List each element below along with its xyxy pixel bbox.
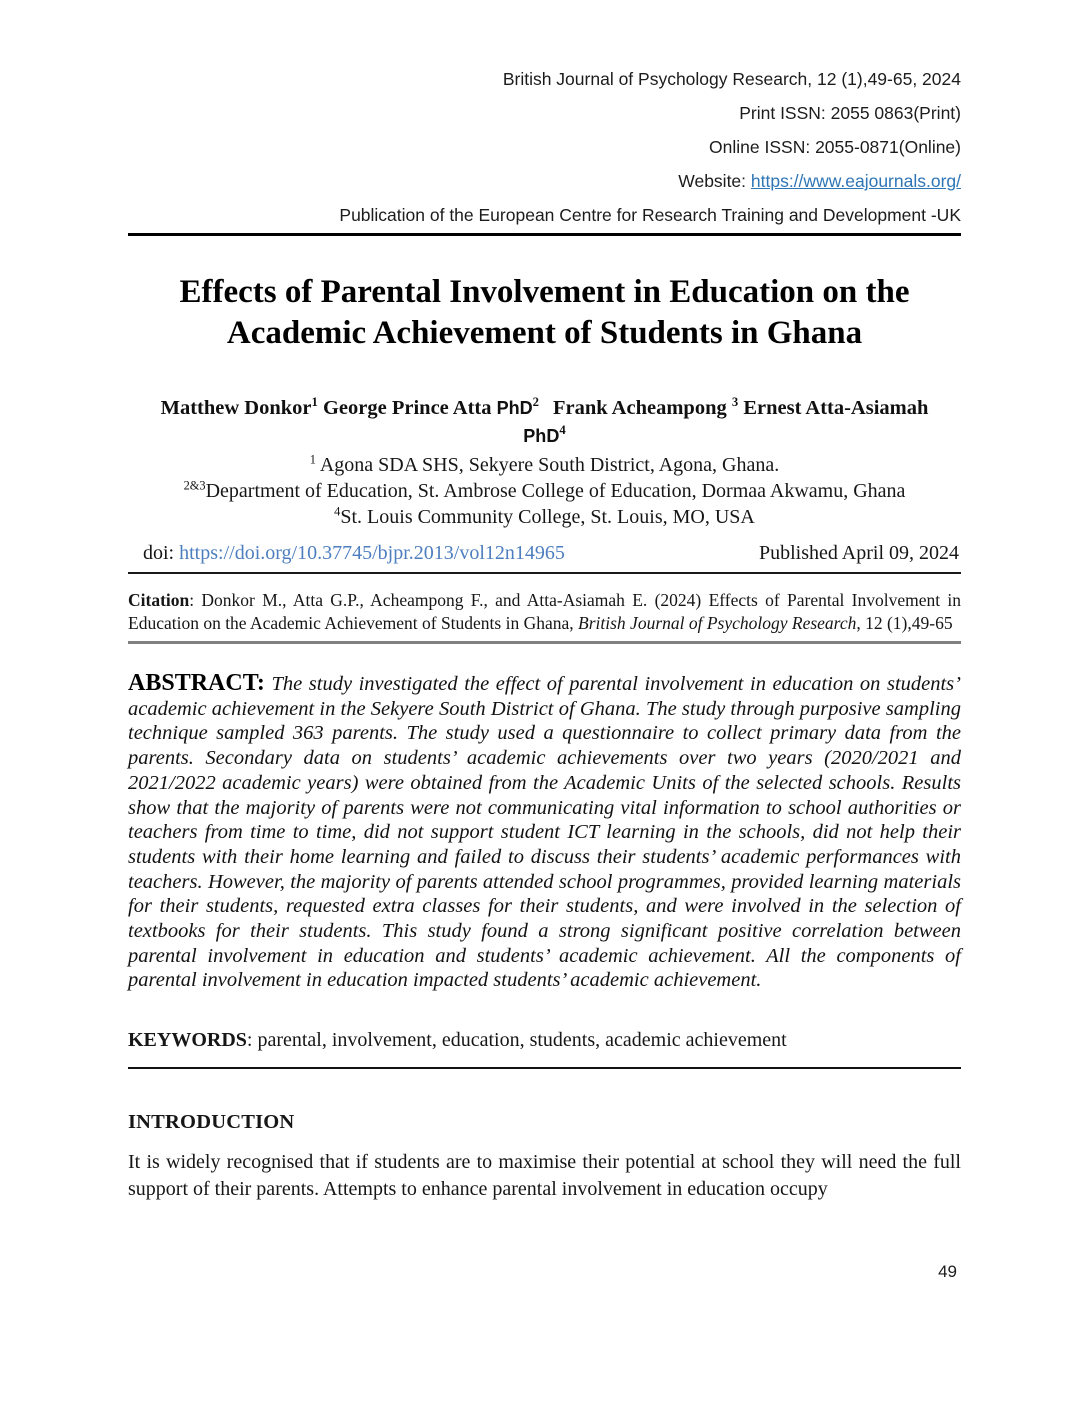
author-superscript: 4: [559, 423, 566, 438]
citation-label: Citation: [128, 590, 190, 610]
journal-title-line: British Journal of Psychology Research, 12 (1),49-65, 2024: [502, 69, 961, 89]
affiliation-line: [128, 478, 961, 504]
citation-block: [128, 589, 961, 634]
authors-line: [128, 394, 961, 450]
introduction-heading: INTRODUCTION: [128, 1111, 295, 1134]
citation-text: : Donkor M., Atta G.P., Acheampong F., and Atta-Asiamah E. (2024) Effects of Parental Involvement in Education on the Academic Achievement of Students in Ghana,: [128, 590, 961, 633]
journal-header: [128, 62, 961, 236]
abstract-body: The study investigated the effect of parental involvement in education on students’ academic achievement in the Sekyere South District of Ghana. The study through purposive sampling technique sampled 363 parents. The study used a questionnaire to collect primary data from the parents. Secondary data on students’ academic achievements over two years (2020/2021 and 2021/2022 academic years) were obtained from the Academic Units of the selected schools. Results show that the majority of parents were not communicating vital information to school authorities or teachers from time to time, did not support student ICT learning in the schools, did not help their students with their home learning and failed to discuss their students’ academic performances with teachers. However, the majority of parents attended school programmes, provided learning materials for their students, requested extra classes for their students, and were involved in the selection of textbooks for their students. This study found a strong significant positive correlation between parental involvement in education and students’ academic achievement. All the components of parental involvement in education impacted students’ academic achievement.: [128, 673, 961, 992]
author-name: Matthew Donkor: [160, 397, 312, 419]
keywords-text: : parental, involvement, education, students, academic achievement: [246, 1029, 787, 1052]
online-issn-line: Online ISSN: 2055-0871(Online): [709, 137, 961, 157]
affiliation-text: Department of Education, St. Ambrose College of Education, Dormaa Akwamu, Ghana: [205, 480, 906, 502]
website-link[interactable]: https://www.eajournals.org/: [750, 171, 961, 191]
doi-label: doi:: [143, 542, 180, 564]
print-issn-line: Print ISSN: 2055 0863(Print): [739, 103, 961, 123]
author-superscript: 1: [311, 395, 318, 410]
abstract-block: [128, 671, 961, 993]
keywords-divider: [128, 1067, 961, 1069]
published-date: Published April 09, 2024: [758, 542, 959, 564]
affiliation-text: Agona SDA SHS, Sekyere South District, Agona, Ghana.: [315, 454, 780, 476]
author-degree: PhD: [496, 398, 533, 418]
author-name: George Prince Atta: [317, 397, 497, 419]
author-superscript: 2: [532, 395, 540, 410]
affiliation-text: St. Louis Community College, St. Louis, MO, USA: [340, 506, 755, 528]
abstract-label: ABSTRACT:: [128, 670, 265, 696]
introduction-paragraph: It is widely recognised that if students are to maximise their potential at school they will need the full support of their parents. Attempts to enhance parental involvement in education occupy: [128, 1151, 961, 1200]
affiliation-line: [128, 452, 961, 478]
article-title: Effects of Parental Involvement in Education on the Academic Achievement of Students in Ghana: [179, 274, 910, 351]
affiliations: [128, 452, 961, 530]
website-line: [128, 164, 961, 198]
author-superscript: 3: [731, 395, 739, 410]
affiliation-superscript: 2&3: [183, 478, 206, 493]
affiliation-superscript: 1: [309, 452, 316, 467]
website-label: Website:: [678, 171, 751, 191]
citation-journal-name: British Journal of Psychology Research: [578, 612, 857, 633]
publication-line: Publication of the European Centre for Research Training and Development -UK: [128, 198, 961, 236]
affiliation-line: [128, 504, 961, 530]
keywords-line: [128, 1029, 961, 1052]
doi-row: [128, 542, 961, 574]
page-number: 49: [938, 1262, 957, 1281]
author-name: Frank Acheampong: [553, 397, 732, 419]
keywords-label: KEYWORDS: [128, 1029, 247, 1052]
author-name: Ernest Atta-Asiamah: [738, 397, 929, 419]
doi-line: [143, 542, 565, 565]
citation-divider: [128, 641, 961, 644]
doi-link[interactable]: https://doi.org/10.37745/bjpr.2013/vol12n14965: [179, 542, 565, 564]
author-degree: PhD: [523, 426, 560, 446]
citation-text: , 12 (1),49-65: [856, 612, 953, 633]
affiliation-superscript: 4: [334, 504, 341, 519]
